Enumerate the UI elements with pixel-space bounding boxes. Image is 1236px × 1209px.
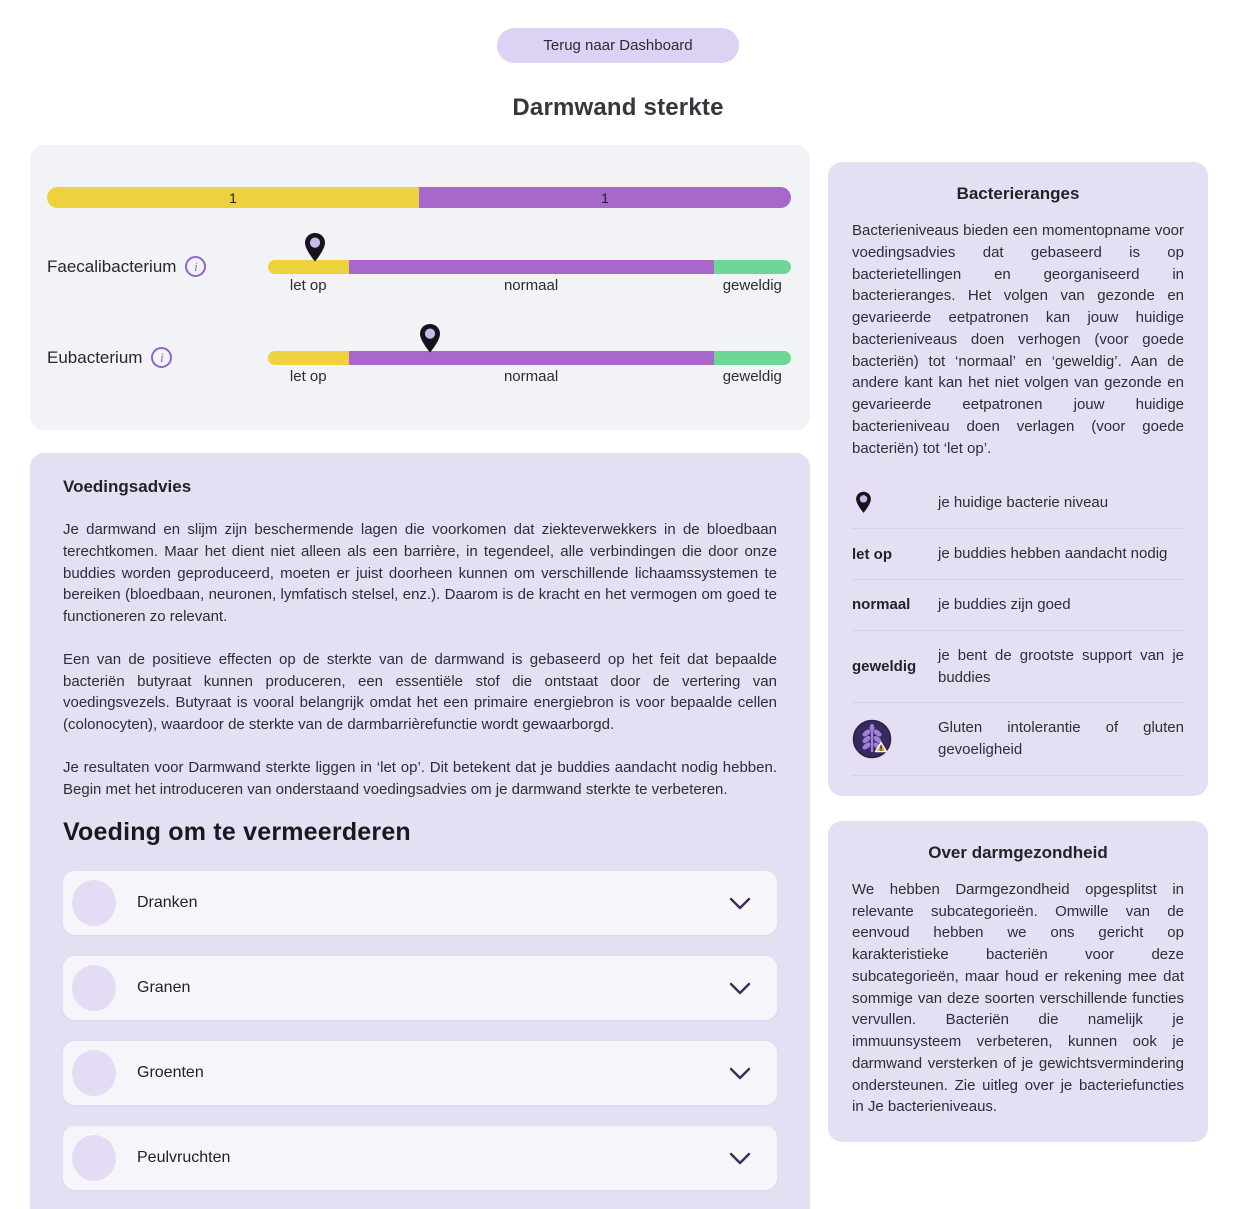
legend-row-current-level (852, 477, 1184, 529)
zone-geweldig (714, 351, 791, 365)
legend-description: je buddies zijn goed (938, 596, 1071, 613)
total-bar-segment-letop-count: 1 (229, 189, 237, 206)
bacterieranges-body: Bacterieniveaus bieden een momentopname voor voedingsadvies dat gebaseerd is op bacterietellingen en georganiseerd in bacterieranges. Het volgen van gezonde en gevarieerde eetpatronen kan jouw huidige bacterieniveaus doen verhogen (voor goede bacteriën) tot ‘normaal’ en ‘geweldig’. Aan de andere kant kan het niet volgen van gezonde en gevarieerde eetpatronen jouw huidige bacterieniveau doen verlagen (voor goede bacteriën) tot ‘let op’. (852, 222, 1184, 457)
gluten-warning-icon (852, 719, 892, 759)
chevron-down-icon[interactable] (729, 897, 751, 910)
range-bar (268, 230, 791, 299)
voedingsadvies-title: Voedingsadvies (63, 477, 192, 496)
zone-letop (268, 351, 349, 365)
legend-row-normaal (852, 580, 1184, 631)
zone-label-geweldig: geweldig (722, 368, 782, 385)
bacteria-row (47, 321, 791, 390)
zone-normaal (349, 351, 714, 365)
food-category-list (63, 871, 777, 1209)
advice-paragraph: Een van de positieve effecten op de sterkte van de darmwand is gebaseerd op het feit dat bepaalde bacteriën butyraat kunnen produceren, een essentiële stof die ontstaat door de vertering van voedingsvezels. Butyraat is vooral belangrijk omdat het een primaire energiebron is voor bepaalde cellen (colonocyten), waardoor de sterkte van de darmbarrièrefunctie wordt gewaarborgd. (63, 650, 777, 733)
food-category-groenten[interactable] (63, 1041, 777, 1105)
bacteria-name: Eubacterium (47, 347, 143, 367)
info-icon[interactable]: i (185, 256, 206, 277)
zone-normaal (349, 260, 714, 274)
zone-label-letop: let op (289, 277, 327, 294)
over-darmgezondheid-body: We hebben Darmgezondheid opgesplitst in relevante subcategorieën. Omwille van de eenvoud hebben we ons gericht op karakteristieke bacteriën voor deze subcategorieën, maar houd er rekening mee dat sommige van deze soorten verschillende functies vervullen. Bacteriën die namelijk je immuunsysteem verbeteren, kunnen ook je darmwand versterken of je gewichtsvermindering ondersteunen. Zie uitleg over je bacteriefuncties in Je bacterieniveaus. (852, 880, 1184, 1116)
range-bar (268, 321, 791, 390)
legend-description: je buddies hebben aandacht nodig (938, 545, 1168, 563)
food-category-image (72, 880, 116, 926)
chevron-down-icon[interactable] (729, 1067, 751, 1080)
bacteria-row (47, 230, 791, 299)
back-to-dashboard-button[interactable]: Terug naar Dashboard (497, 28, 738, 63)
bacteria-name-label (47, 230, 268, 277)
info-icon[interactable]: i (151, 347, 172, 368)
bacterieranges-panel (828, 162, 1208, 796)
location-pin-icon (855, 491, 872, 514)
legend-row-geweldig (852, 631, 1184, 704)
legend-description: je bent de grootste support van je buddies (938, 646, 1184, 686)
header (0, 0, 1236, 63)
over-darmgezondheid-panel (828, 821, 1208, 1142)
bacteria-name: Faecalibacterium (47, 256, 177, 276)
current-level-pin-icon (419, 323, 442, 354)
food-category-peulvruchten[interactable] (63, 1126, 777, 1190)
zone-label-normaal: normaal (503, 368, 559, 385)
food-category-label: Granen (137, 979, 191, 997)
bacteria-name-label (47, 321, 268, 368)
food-category-dranken[interactable] (63, 871, 777, 935)
food-category-label: Dranken (137, 894, 198, 912)
total-bar-segment-letop (47, 187, 419, 208)
ranges-legend (852, 477, 1184, 776)
legend-description: je huidige bacterie niveau (938, 493, 1109, 511)
legend-row-letop (852, 529, 1184, 580)
advice-paragraph: Je resultaten voor Darmwand sterkte liggen in ‘let op’. Dit betekent dat je buddies aandacht nodig hebben. Begin met het introduceren van onderstaand voedingsadvies om je darmwand sterkte te verbeteren. (63, 758, 777, 798)
advice-paragraph: Je darmwand en slijm zijn beschermende lagen die voorkomen dat ziekteverwekkers in de bloedbaan terechtkomen. Maar het dient niet alleen als een barrière, in tegendeel, alle verbindingen die door onze buddies worden geproduceerd, moeten er juist doorheen kunnen om verschillende lichaamssystemen te bereiken (bloedbaan, neuronen, lymfatisch stelsel, enz.). Daarom is de kracht en het vermogen om goed te functioneren zo relevant. (63, 521, 777, 625)
total-distribution-bar (47, 187, 791, 208)
legend-key (852, 719, 930, 759)
total-bar-segment-normaal-count: 1 (601, 189, 609, 206)
page-title: Darmwand sterkte (512, 94, 724, 121)
food-category-label: Peulvruchten (137, 1149, 231, 1167)
legend-key: normaal (852, 596, 911, 614)
zone-label-letop: let op (289, 368, 327, 385)
food-category-granen[interactable] (63, 956, 777, 1020)
zone-label-normaal: normaal (503, 277, 559, 294)
total-bar-segment-normaal (419, 187, 791, 208)
legend-key: let op (852, 545, 892, 563)
over-darmgezondheid-title: Over darmgezondheid (928, 842, 1108, 862)
zone-geweldig (714, 260, 791, 274)
chevron-down-icon[interactable] (729, 1152, 751, 1165)
legend-key (852, 491, 930, 514)
food-category-label: Groenten (137, 1064, 204, 1082)
food-category-image (72, 965, 116, 1011)
food-category-image (72, 1050, 116, 1096)
bacterieranges-title: Bacterieranges (956, 184, 1080, 203)
voedingsadvies-panel (30, 453, 810, 1209)
zone-label-geweldig: geweldig (722, 277, 782, 294)
food-category-image (72, 1135, 116, 1181)
legend-key: geweldig (852, 658, 917, 675)
current-level-pin-icon (304, 232, 327, 263)
increase-foods-heading: Voeding om te vermeerderen (63, 818, 411, 847)
legend-description: Gluten intolerantie of gluten gevoeligheid (938, 719, 1184, 758)
bacteria-ranges-panel (30, 145, 810, 430)
chevron-down-icon[interactable] (729, 982, 751, 995)
legend-row-gluten (852, 703, 1184, 776)
